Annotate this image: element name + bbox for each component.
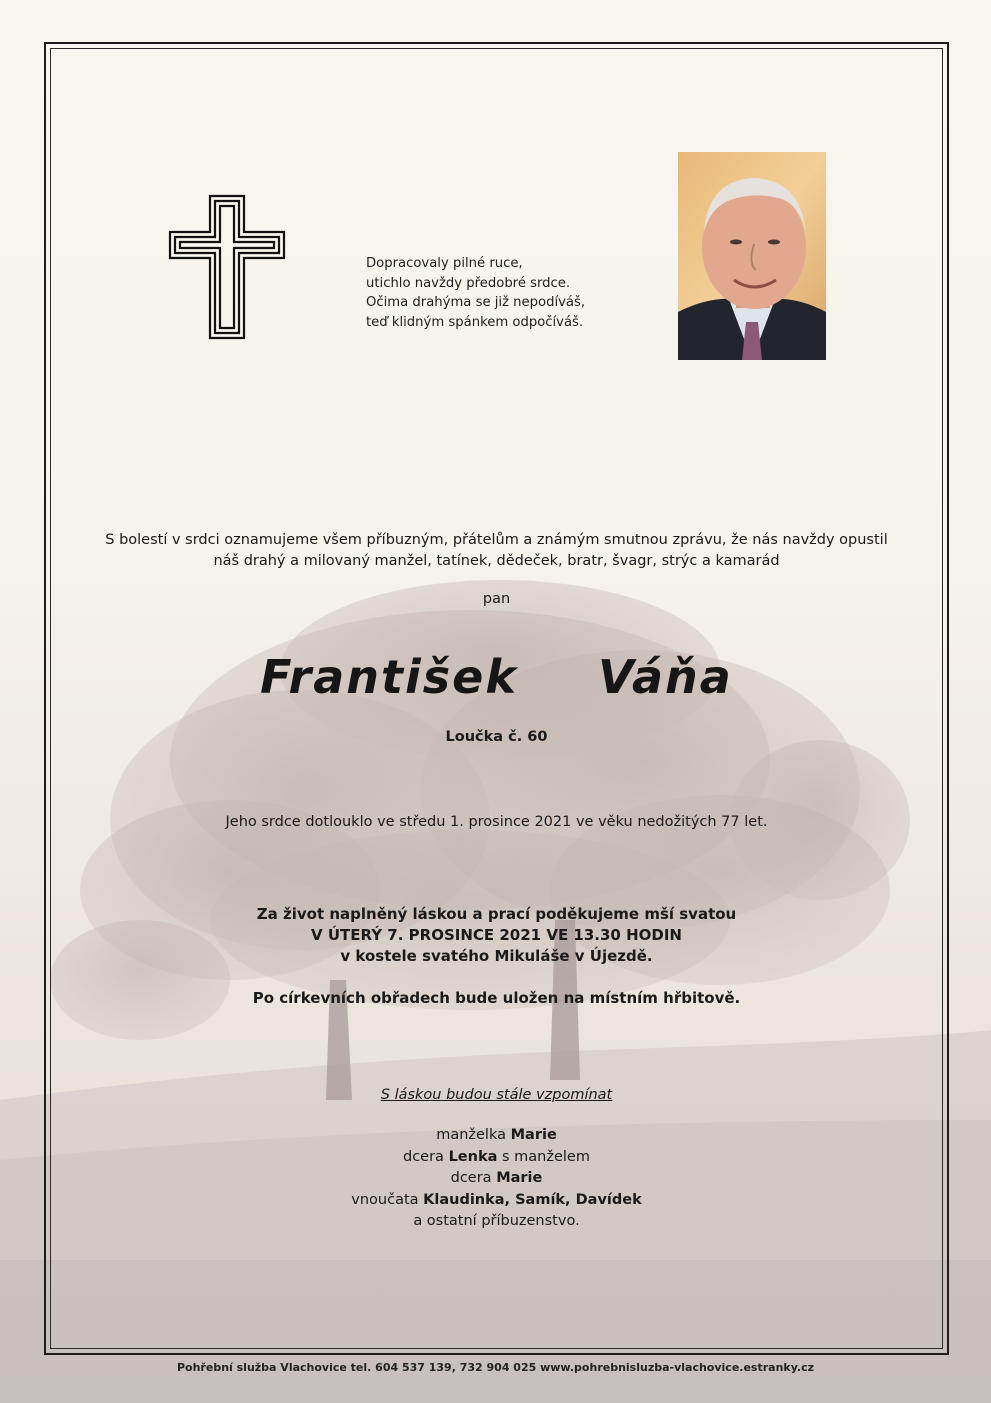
poem-line: utichlo navždy předobré srdce. [366, 275, 571, 291]
salutation: pan [482, 591, 511, 607]
mourner-name: Lenka [448, 1148, 498, 1165]
mourner-name: Klaudinka, Samík, Davídek [423, 1191, 642, 1208]
ceremony-line: Za život naplněný láskou a prací poděkujeme mší svatou [256, 905, 737, 923]
announcement-line: S bolestí v srdci oznamujeme všem příbuzným, přátelům a známým smutnou zprávu, že nás navždy opustil [105, 532, 888, 548]
poem-line: Očima drahýma se již nepodíváš, [366, 295, 586, 310]
cross-icon [168, 194, 286, 340]
mourners-list [60, 1125, 933, 1233]
deceased-address: Loučka č. 60 [445, 729, 548, 745]
mourner-line [60, 1125, 933, 1147]
mourner-relation: dcera [450, 1170, 497, 1186]
remembrance-heading: S láskou budou stále vzpomínat [380, 1087, 613, 1103]
poem [366, 254, 626, 332]
mourners-closing: a ostatní příbuzenstvo. [413, 1213, 580, 1229]
poem-line: Dopracovaly pilné ruce, [366, 256, 523, 271]
mourner-relation: dcera [403, 1148, 449, 1165]
mourner-name: Marie [496, 1170, 543, 1186]
mourner-name: Marie [510, 1127, 557, 1143]
mourner-line [60, 1147, 933, 1169]
portrait-photo [678, 152, 826, 360]
deceased-name: František Váňa [260, 650, 733, 704]
ceremony-line: v kostele svatého Mikuláše v Újezdě. [340, 947, 653, 965]
death-notice: Jeho srdce dotlouklo ve středu 1. prosince 2021 ve věku nedožitých 77 let. [225, 814, 768, 830]
mourner-relation: manželka [436, 1127, 511, 1143]
ceremony-line: V ÚTERÝ 7. PROSINCE 2021 VE 13.30 HODIN [311, 926, 682, 944]
burial-info: Po církevních obřadech bude uložen na místním hřbitově. [252, 989, 741, 1007]
announcement [60, 530, 933, 572]
mourner-suffix: s manželem [497, 1148, 590, 1165]
ceremony-info [60, 904, 933, 967]
announcement-line: náš drahý a milovaný manžel, tatínek, dědeček, bratr, švagr, strýc a kamarád [213, 553, 780, 569]
mourner-relation: vnoučata [351, 1191, 424, 1208]
poem-line: teď klidným spánkem odpočíváš. [366, 314, 584, 330]
mourner-line [60, 1190, 933, 1212]
footer-contact: Pohřební služba Vlachovice tel. 604 537 139, 732 904 025 www.pohrebnisluzba-vlachovice.estranky.cz [176, 1361, 814, 1374]
mourner-line [60, 1168, 933, 1190]
